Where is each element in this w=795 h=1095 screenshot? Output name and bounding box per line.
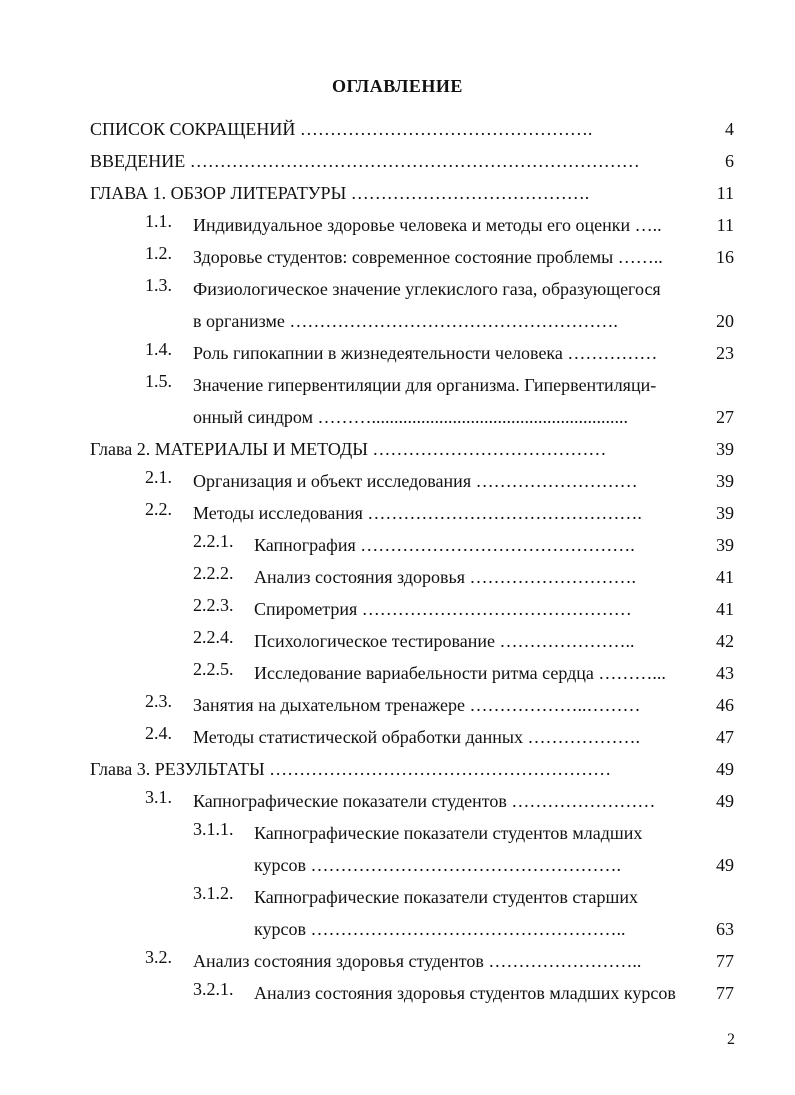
toc-entry-page: 39 bbox=[716, 439, 734, 459]
toc-entry bbox=[0, 723, 795, 755]
toc-entry bbox=[0, 467, 795, 499]
toc-entry-page: 49 bbox=[716, 759, 734, 779]
toc-entry bbox=[0, 275, 795, 307]
toc-entry-continuation bbox=[0, 307, 795, 339]
toc-entry-text: Методы статистической обработки данных ………………. bbox=[193, 727, 640, 747]
toc-entry-page: 20 bbox=[716, 311, 734, 331]
toc-entry-text: Индивидуальное здоровье человека и методы его оценки ….. bbox=[193, 215, 662, 235]
toc-entry-text: Методы исследования ………………………………………. bbox=[193, 503, 642, 523]
toc-entry-number: 2.1. bbox=[145, 467, 172, 487]
toc-entry bbox=[0, 563, 795, 595]
toc-entry-number: 1.2. bbox=[145, 243, 172, 263]
toc-entry-text: в организме ………………………………………………. bbox=[193, 311, 618, 331]
toc-entry-page: 39 bbox=[716, 503, 734, 523]
page-number: 2 bbox=[727, 1031, 735, 1048]
toc-entry-page: 39 bbox=[716, 535, 734, 555]
toc-entry bbox=[0, 755, 795, 787]
toc-entry-page: 47 bbox=[716, 727, 734, 747]
toc-entry-number: 1.4. bbox=[145, 339, 172, 359]
toc-entry-number: 1.3. bbox=[145, 275, 172, 295]
toc-entry-text: Анализ состояния здоровья студентов младших курсов bbox=[254, 983, 676, 1003]
toc-entry-number: 2.4. bbox=[145, 723, 172, 743]
toc-entry-number: 2.2.5. bbox=[193, 659, 234, 679]
toc-entry-text: курсов …………………………………………….. bbox=[254, 919, 626, 939]
page-title: ОГЛАВЛЕНИЕ bbox=[332, 76, 463, 96]
toc-entry-text: Физиологическое значение углекислого газа, образующегося bbox=[193, 279, 661, 299]
toc-entry-text: Капнографические показатели студентов младших bbox=[254, 823, 643, 843]
toc-entry-text: Глава 3. РЕЗУЛЬТАТЫ ………………………………………………… bbox=[90, 759, 612, 779]
toc-entry-text: Организация и объект исследования ……………………… bbox=[193, 471, 638, 491]
toc-entry bbox=[0, 947, 795, 979]
toc-entry-page: 11 bbox=[716, 215, 734, 235]
toc-entry-text: СПИСОК СОКРАЩЕНИЙ …………………………………………. bbox=[90, 119, 593, 139]
toc-entry-number: 2.2.4. bbox=[193, 627, 234, 647]
toc-entry bbox=[0, 627, 795, 659]
toc-entry-page: 16 bbox=[716, 247, 734, 267]
toc-entry bbox=[0, 211, 795, 243]
toc-entry-continuation bbox=[0, 403, 795, 435]
toc-entry bbox=[0, 115, 795, 147]
toc-entry-text: Капнографические показатели студентов …………………… bbox=[193, 791, 656, 811]
toc-entry bbox=[0, 659, 795, 691]
toc-entry-page: 46 bbox=[716, 695, 734, 715]
toc-entry-number: 2.2.3. bbox=[193, 595, 234, 615]
toc-entry bbox=[0, 819, 795, 851]
toc-entry-page: 4 bbox=[725, 119, 734, 139]
toc-entry-number: 3.1. bbox=[145, 787, 172, 807]
toc-entry-continuation bbox=[0, 851, 795, 883]
toc-entry-page: 43 bbox=[716, 663, 734, 683]
toc-entry bbox=[0, 979, 795, 1011]
toc-entry bbox=[0, 435, 795, 467]
toc-entry-text: Капнографические показатели студентов старших bbox=[254, 887, 638, 907]
toc-entry-text: Анализ состояния здоровья ………………………. bbox=[254, 567, 636, 587]
toc-entry-text: Исследование вариабельности ритма сердца ………... bbox=[254, 663, 666, 683]
toc-entry-text: Значение гипервентиляции для организма. Гипервентиляци- bbox=[193, 375, 657, 395]
toc-entry-page: 49 bbox=[716, 791, 734, 811]
toc-entry-page: 42 bbox=[716, 631, 734, 651]
toc-entry-page: 11 bbox=[716, 183, 734, 203]
toc-entry bbox=[0, 147, 795, 179]
toc-entry-number: 3.2.1. bbox=[193, 979, 234, 999]
toc-entry bbox=[0, 179, 795, 211]
toc-entry-text: ГЛАВА 1. ОБЗОР ЛИТЕРАТУРЫ …………………………………. bbox=[90, 183, 590, 203]
toc-entry-text: Роль гипокапнии в жизнедеятельности человека …………… bbox=[193, 343, 658, 363]
toc-entry bbox=[0, 595, 795, 627]
toc-entry bbox=[0, 499, 795, 531]
toc-entry bbox=[0, 883, 795, 915]
toc-entry-number: 3.1.2. bbox=[193, 883, 234, 903]
toc-entry-page: 77 bbox=[716, 951, 734, 971]
toc-entry bbox=[0, 371, 795, 403]
toc-entry-text: Глава 2. МАТЕРИАЛЫ И МЕТОДЫ ………………………………… bbox=[90, 439, 607, 459]
toc-entry-text: Анализ состояния здоровья студентов …………………….. bbox=[193, 951, 642, 971]
toc-entry-text: Капнография ………………………………………. bbox=[254, 535, 635, 555]
toc-entry-page: 49 bbox=[716, 855, 734, 875]
toc-entry-page: 27 bbox=[716, 407, 734, 427]
toc-entry-continuation bbox=[0, 915, 795, 947]
toc-entry bbox=[0, 243, 795, 275]
toc-entry-number: 2.2.1. bbox=[193, 531, 234, 551]
toc-entry-number: 2.3. bbox=[145, 691, 172, 711]
toc-entry-number: 3.2. bbox=[145, 947, 172, 967]
toc-entry-text: ВВЕДЕНИЕ ………………………………………………………………… bbox=[90, 151, 640, 171]
toc-entry-page: 77 bbox=[716, 983, 734, 1003]
toc-entry-page: 6 bbox=[725, 151, 734, 171]
toc-entry-text: Психологическое тестирование ………………….. bbox=[254, 631, 635, 651]
toc-entry-number: 3.1.1. bbox=[193, 819, 234, 839]
toc-entry-text: Спирометрия ……………………………………… bbox=[254, 599, 632, 619]
toc-entry-number: 1.1. bbox=[145, 211, 172, 231]
toc-entry bbox=[0, 531, 795, 563]
toc-entry-page: 23 bbox=[716, 343, 734, 363]
toc-entry-page: 41 bbox=[716, 599, 734, 619]
toc-entry-page: 41 bbox=[716, 567, 734, 587]
toc-entry-text: Здоровье студентов: современное состояние проблемы …….. bbox=[193, 247, 663, 267]
toc-entry-number: 1.5. bbox=[145, 371, 172, 391]
toc-entry-page: 63 bbox=[716, 919, 734, 939]
toc-entry bbox=[0, 691, 795, 723]
toc-entry bbox=[0, 787, 795, 819]
toc-entry-page: 39 bbox=[716, 471, 734, 491]
toc-entry-text: курсов ……………………………………………. bbox=[254, 855, 621, 875]
toc-entry-number: 2.2.2. bbox=[193, 563, 234, 583]
toc-entry-text: Занятия на дыхательном тренажере ………………..……… bbox=[193, 695, 641, 715]
toc-entry-number: 2.2. bbox=[145, 499, 172, 519]
toc-entry bbox=[0, 339, 795, 371]
toc-entry-text: онный синдром ………......................................................... bbox=[193, 407, 628, 427]
